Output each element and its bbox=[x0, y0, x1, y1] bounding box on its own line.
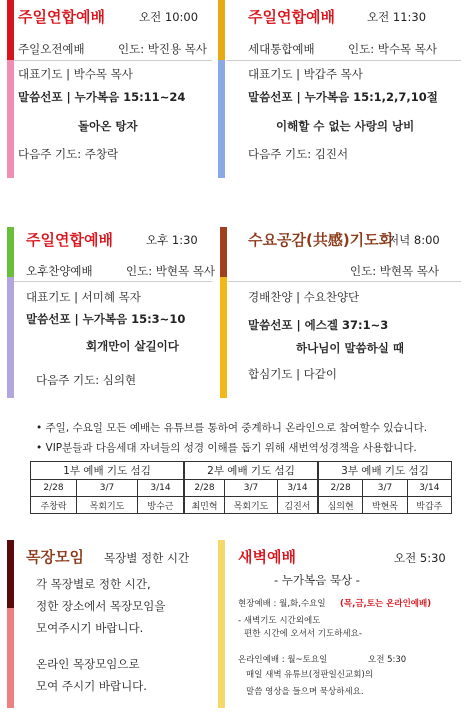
section2-lead: 인도: 박수목 목사 bbox=[348, 42, 437, 56]
section1-divider bbox=[14, 60, 212, 61]
section6-online-detail-2: 말씀 영상을 들으며 묵상하세요. bbox=[246, 687, 364, 697]
schedule-3-name-3: 박갑주 bbox=[407, 497, 451, 514]
section4-time: 저녁 8:00 bbox=[388, 233, 440, 247]
section1-next: 다음주 기도: 주창락 bbox=[18, 147, 119, 161]
section1-scripture: 말씀선포 | 누가복음 15:11~24 bbox=[18, 90, 186, 104]
section1-bar-bottom bbox=[7, 60, 14, 178]
section6-online-detail: 매일 새벽 유튜브(정판일신교회)의 bbox=[246, 670, 373, 680]
section3-bar-top bbox=[7, 227, 14, 277]
section5-bar-top bbox=[7, 540, 14, 608]
schedule-3-name-2: 박현목 bbox=[363, 497, 407, 514]
section2-time: 오전 11:30 bbox=[367, 10, 427, 24]
section6-online-label: 온라인예배 : 월~토요일 bbox=[238, 655, 328, 665]
section6-title: 새벽예배 bbox=[238, 548, 296, 566]
section5-line-1: 각 목장별로 정한 시간, bbox=[36, 577, 151, 591]
schedule-2-name-2: 목회기도 bbox=[225, 497, 278, 514]
schedule-3-name-1: 심의현 bbox=[319, 497, 363, 514]
section2-title: 주일연합예배 bbox=[248, 8, 335, 26]
schedule-3-date-3: 3/14 bbox=[407, 480, 451, 497]
section4-prayer: 합심기도 | 다같이 bbox=[248, 367, 337, 381]
section6-time: 오전 5:30 bbox=[394, 551, 446, 565]
section3-time: 오후 1:30 bbox=[146, 233, 198, 247]
schedule-2-title: 2부 예배 기도 섬김 bbox=[185, 462, 318, 480]
section6-onsite-detail-2: 편한 시간에 오셔서 기도하세요- bbox=[244, 629, 362, 639]
schedule-1-name-1: 주창락 bbox=[31, 497, 77, 514]
section2-scripture: 말씀선포 | 누가복음 15:1,2,7,10절 bbox=[248, 90, 438, 104]
section4-praise: 경배찬양 | 수요찬양단 bbox=[248, 290, 360, 304]
section4-title: 수요공감(共感)기도회 bbox=[248, 231, 394, 249]
schedule-1-name-2: 목회기도 bbox=[77, 497, 138, 514]
schedule-3-title: 3부 예배 기도 섬김 bbox=[319, 462, 452, 480]
schedule-table-1 bbox=[30, 461, 184, 514]
section3-lead: 인도: 박현목 목사 bbox=[126, 264, 215, 278]
schedule-1-title: 1부 예배 기도 섬김 bbox=[31, 462, 184, 480]
section2-divider bbox=[226, 60, 461, 61]
schedule-table-2 bbox=[184, 461, 318, 514]
section6-onsite-note: (목,금,토는 온라인예배) bbox=[340, 599, 432, 609]
section2-bar-top bbox=[218, 0, 225, 60]
schedule-3-date-2: 3/7 bbox=[363, 480, 407, 497]
schedule-2-name-1: 최민혁 bbox=[185, 497, 225, 514]
schedule-2-date-2: 3/7 bbox=[225, 480, 278, 497]
section1-time: 오전 10:00 bbox=[139, 10, 199, 24]
schedule-2-name-3: 김진서 bbox=[277, 497, 317, 514]
section5-line-5: 온라인 목장모임으로 bbox=[36, 657, 140, 671]
schedule-table-3 bbox=[318, 461, 452, 514]
section1-service: 주일오전예배 bbox=[18, 42, 85, 56]
section6-bar bbox=[218, 540, 225, 708]
section4-bar-top bbox=[220, 227, 227, 277]
section1-lead: 인도: 박진용 목사 bbox=[118, 42, 207, 56]
section1-bar-top bbox=[7, 0, 14, 60]
section3-sermon: 회개만이 살길이다 bbox=[86, 339, 179, 353]
section2-sermon: 이해할 수 없는 사랑의 낭비 bbox=[276, 119, 415, 133]
section6-subtitle: - 누가복음 묵상 - bbox=[274, 573, 360, 587]
section3-bar-bottom bbox=[7, 277, 14, 398]
section5-line-6: 모여 주시기 바랍니다. bbox=[36, 679, 147, 693]
schedule-2-date-3: 3/14 bbox=[277, 480, 317, 497]
section3-title: 주일연합예배 bbox=[26, 231, 113, 249]
section5-line-3: 모여주시기 바랍니다. bbox=[36, 621, 144, 635]
section5-title: 목장모임 bbox=[26, 548, 84, 566]
section1-prayer: 대표기도 | 박수목 목사 bbox=[18, 67, 133, 81]
section3-service: 오후찬양예배 bbox=[26, 264, 93, 278]
notice-bible: • VIP분들과 다음세대 자녀들의 성경 이해를 돕기 위해 새번역성경책을 사용합니다. bbox=[36, 442, 417, 454]
section1-sermon: 돌아온 탕자 bbox=[78, 119, 138, 133]
schedule-1-name-3: 방수근 bbox=[137, 497, 183, 514]
schedule-1-date-3: 3/14 bbox=[137, 480, 183, 497]
section2-service: 세대통합예배 bbox=[248, 42, 315, 56]
section5-bar-bottom bbox=[7, 608, 14, 708]
section2-next: 다음주 기도: 김진서 bbox=[248, 147, 349, 161]
section6-online-time: 오전 5:30 bbox=[368, 655, 407, 665]
schedule-1-date-2: 3/7 bbox=[77, 480, 138, 497]
section5-line-2: 정한 장소에서 목장모임을 bbox=[36, 599, 166, 613]
notice-youtube: • 주일, 수요일 모든 예배는 유튜브를 통하여 중계하니 온라인으로 참여할수 있습니다. bbox=[36, 422, 428, 434]
section4-sermon: 하나님이 말씀하실 때 bbox=[296, 341, 404, 355]
schedule-2-date-1: 2/28 bbox=[185, 480, 225, 497]
section2-prayer: 대표기도 | 박갑주 목사 bbox=[248, 67, 363, 81]
section2-bar-bottom bbox=[218, 60, 225, 178]
section4-bar-bottom bbox=[220, 277, 227, 398]
section3-divider bbox=[14, 281, 212, 282]
section1-title: 주일연합예배 bbox=[18, 8, 105, 26]
schedule-3-date-1: 2/28 bbox=[319, 480, 363, 497]
section3-scripture: 말씀선포 | 누가복음 15:3~10 bbox=[26, 312, 186, 326]
section3-prayer: 대표기도 | 서미혜 목자 bbox=[26, 290, 141, 304]
section4-divider bbox=[228, 281, 461, 282]
section5-subtitle: 목장별 정한 시간 bbox=[104, 551, 190, 565]
schedule-1-date-1: 2/28 bbox=[31, 480, 77, 497]
section6-onsite-detail: - 새벽기도 시간외에도 bbox=[238, 616, 321, 626]
section3-next: 다음주 기도: 심의현 bbox=[36, 373, 137, 387]
section4-lead: 인도: 박현목 목사 bbox=[350, 264, 439, 278]
section4-scripture: 말씀선포 | 에스겔 37:1~3 bbox=[248, 318, 389, 332]
section6-onsite-label: 현장예배 : 월,화,수요일 bbox=[238, 599, 326, 609]
